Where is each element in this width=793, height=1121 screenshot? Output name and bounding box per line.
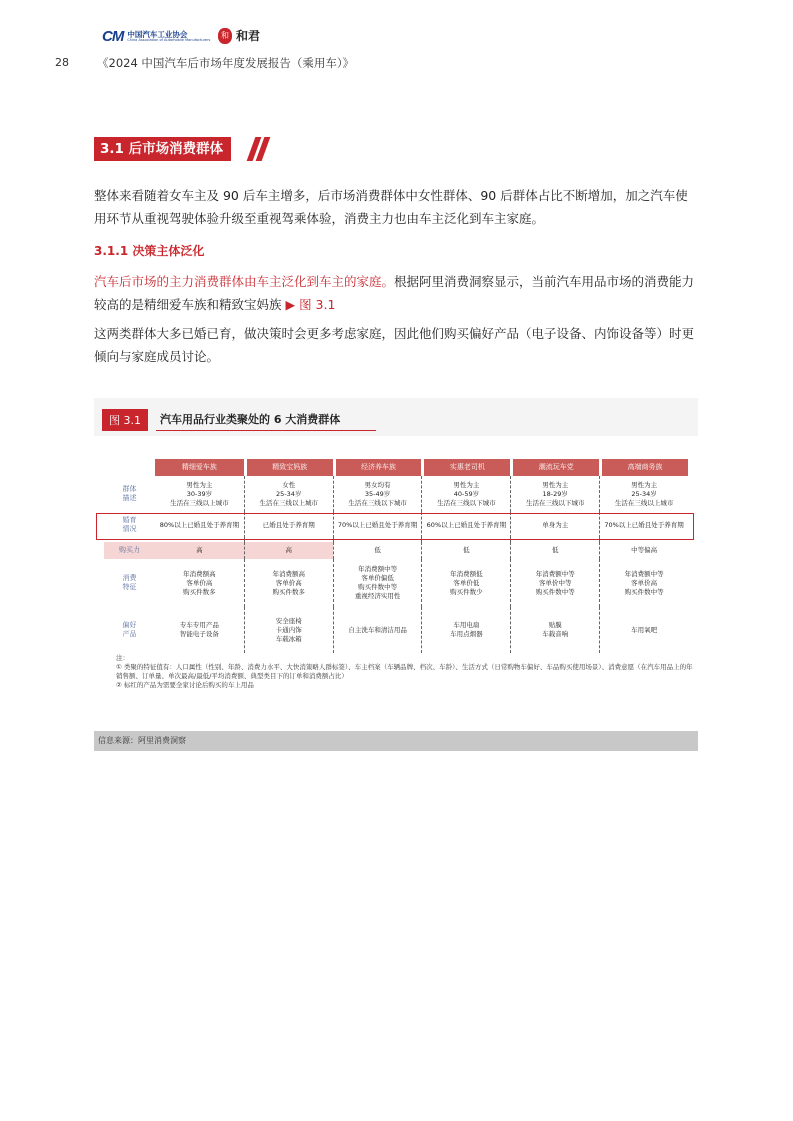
table-cell: 低: [421, 542, 510, 559]
table-cell: 男性为主 40-59岁 生活在三线以下城市: [421, 476, 510, 512]
table-cell: 车用电扇 车用点烟器: [421, 607, 510, 653]
column-header: 潮流玩车党: [510, 459, 599, 476]
paragraph-2: [94, 270, 698, 316]
table-row: [104, 476, 688, 512]
table-row: [104, 559, 688, 607]
table-cell: 男性为主 18-29岁 生活在三线以下城市: [510, 476, 599, 512]
caam-logo-mark: CM: [102, 28, 124, 45]
intro-paragraph: 整体来看随着女车主及 90 后车主增多，后市场消费群体中女性群体、90 后群体占比不断增加，加之汽车使用环节从重视驾驶体验升级至重视驾乘体验，消费主力也由车主泛化到车主家庭。: [94, 188, 688, 226]
hejun-seal-icon: 和: [218, 28, 232, 44]
paragraph-3: 这两类群体大多已婚已育，做决策时会更多考虑家庭，因此他们购买偏好产品（电子设备、内饰设备等）时更倾向与家庭成员讨论。: [94, 326, 695, 364]
table-cell: 年消费额高 客单价高 购买件数多: [244, 559, 333, 607]
table-cell: 专车专用产品 智能电子设备: [179, 621, 219, 638]
row-label: 消费 特征: [122, 574, 137, 591]
figure-link[interactable]: ▶ 图 3.1: [285, 297, 336, 312]
table-cell: 女性 25-34岁 生活在三线以上城市: [244, 476, 333, 512]
paragraph-2-body: 根据阿里消费洞察显示，当前汽车用品市场的消费能力较高的是精细爱车族和精致宝妈族: [94, 274, 695, 312]
table-cell: 安全座椅 卡通内饰 车载冰箱: [244, 607, 333, 653]
subsection-heading: 3.1.1 决策主体泛化: [94, 244, 205, 258]
table-cell: 男女均有 35-49岁 生活在三线以下城市: [333, 476, 422, 512]
caam-logo: [102, 28, 210, 45]
caam-logo-cn: 中国汽车工业协会: [127, 30, 188, 39]
table-cell: 年消费额低 客单价低 购买件数少: [421, 559, 510, 607]
table-row: [104, 542, 688, 559]
page-number: 28: [55, 56, 69, 69]
source-bar: 信息来源：阿里消费洞察: [94, 731, 698, 751]
section-heading: 3.1 后市场消费群体: [94, 137, 231, 161]
caam-logo-en: China Association of Automobile Manufacturers: [127, 37, 211, 42]
highlight-box: [96, 513, 694, 540]
table-cell: 已婚且处于养育期: [244, 512, 333, 538]
table-row: [104, 607, 688, 653]
table-cell: 低: [333, 542, 422, 559]
table-cell: 车用氧吧: [599, 607, 688, 653]
report-title: 《2024 中国汽车后市场年度发展报告（乘用车）》: [97, 56, 355, 70]
column-header: 实惠老司机: [421, 459, 510, 476]
column-header: 经济养车族: [333, 459, 422, 476]
row-label: 购买力: [104, 542, 155, 559]
column-header: 高端商务族: [599, 459, 688, 476]
table-cell: 男性为主 30-39岁 生活在三线以上城市: [170, 480, 229, 507]
highlight-text: 汽车后市场的主力消费群体由车主泛化到车主的家庭。: [94, 274, 395, 289]
figure-title-underline: [156, 430, 376, 431]
consumer-group-table: [104, 459, 688, 653]
table-cell: 男性为主 25-34岁 生活在三线以上城市: [599, 476, 688, 512]
hejun-logo-text: 和君: [236, 29, 261, 43]
table-cell: 低: [510, 542, 599, 559]
table-cell: 年消费额高 客单价高 购买件数多: [183, 569, 216, 596]
figure-title: 汽车用品行业类聚处的 6 大消费群体: [160, 413, 341, 426]
column-header: 精细爱车族: [155, 459, 244, 476]
table-cell: 年消费额中等 客单价中等 购买件数中等: [510, 559, 599, 607]
table-cell: 80%以上已婚且处于养育期: [159, 520, 240, 529]
note-line: ② 标红的产品为需要全家讨论后购买的车上用品: [116, 681, 254, 689]
table-cell: 中等偏高: [599, 542, 688, 559]
table-cell: 高: [155, 542, 244, 559]
column-header: 精致宝妈族: [244, 459, 333, 476]
table-cell: 贴膜 车载音响: [510, 607, 599, 653]
note-line: 注：: [116, 654, 129, 662]
note-line: ① 类聚的特征值有：人口属性（性别、年龄、消费力水平、大快消策略人群标签）、车主档案（车辆品牌、档次、车龄）、生活方式（日常购物车偏好、车品购买使用场景）、消费意愿（在汽车用品上的年销售额、订单量、单次最高/最低/平均消费额、典型类目下的订单和消费额占比）: [116, 663, 693, 680]
table-cell: 自主洗车和清洁用品: [333, 607, 422, 653]
row-label: 群体 描述: [122, 485, 137, 502]
table-cell: 70%以上已婚且处于养育期: [599, 512, 688, 538]
figure-tag: 图 3.1: [102, 409, 148, 431]
figure-notes: [116, 654, 696, 690]
hejun-logo: [218, 27, 260, 44]
table-cell: 高: [244, 542, 333, 559]
table-cell: 年消费额中等 客单价偏低 购买件数中等 重视经济实用性: [333, 559, 422, 607]
table-cell: 70%以上已婚且处于养育期: [333, 512, 422, 538]
row-label: 偏好 产品: [122, 621, 137, 638]
table-cell: 单身为主: [510, 512, 599, 538]
row-label: 婚育 情况: [122, 516, 137, 533]
table-cell: 60%以上已婚且处于养育期: [421, 512, 510, 538]
table-cell: 年消费额中等 客单价高 购买件数中等: [599, 559, 688, 607]
